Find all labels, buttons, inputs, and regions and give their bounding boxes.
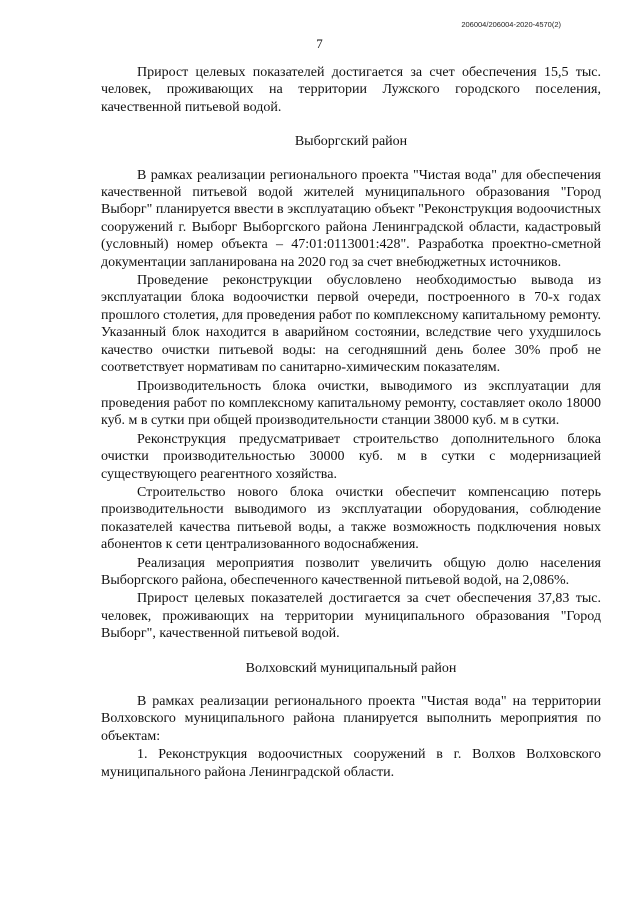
document-body bbox=[101, 64, 601, 781]
section-title-vyborg: Выборгский район bbox=[294, 134, 408, 150]
page-number: 7 bbox=[316, 36, 323, 51]
paragraph-luga-increase: Прирост целевых показателей достигается за счет обеспечения 15,5 тыс. человек, проживающих на территории Лужского городского поселения, качественной питьевой водой. bbox=[101, 65, 601, 115]
paragraph-vyborg-share: Реализация мероприятия позволит увеличить общую долю населения Выборгского района, обеспеченного качественной питьевой водой, на 2,086%. bbox=[101, 555, 601, 588]
paragraph-volkhov-item-1: 1. Реконструкция водоочистных сооружений в г. Волхов Волховского муниципального района Ленинградской области. bbox=[101, 747, 601, 780]
paragraph-vyborg-capacity: Производительность блока очистки, выводимого из эксплуатации для проведения работ по комплексному капитальному ремонту, составляет около 18000 куб. м в сутки при общей производительности станции 38000 куб. м в сутки. bbox=[101, 378, 601, 429]
paragraph-vyborg-reconstruction: Реконструкция предусматривает строительство дополнительного блока очистки производительностью 30000 куб. м в сутки с модернизацией существующего реагентного хозяйства. bbox=[101, 431, 601, 482]
document-code: 206004/206004-2020-4570(2) bbox=[461, 20, 561, 29]
paragraph-vyborg-increase: Прирост целевых показателей достигается за счет обеспечения 37,83 тыс. человек, проживающих на территории муниципального образования "Город Выборг", качественной питьевой водой. bbox=[101, 591, 601, 642]
paragraph-vyborg-new-block: Строительство нового блока очистки обеспечит компенсацию потерь производительности выводимого из эксплуатации оборудования, соблюдение показателей качества питьевой воды, а также возможность подключения новых абонентов к сети централизованного водоснабжения. bbox=[101, 484, 601, 553]
paragraph-volkhov-intro: В рамках реализации регионального проекта "Чистая вода" на территории Волховского муниципального района планируется выполнить мероприятия по объектам: bbox=[101, 694, 601, 744]
paragraph-vyborg-reason: Проведение реконструкции обусловлено необходимостью вывода из эксплуатации блока водоочистки первой очереди, построенного в 70-х годах прошлого столетия, для проведения работ по комплексному капитальному ремонту. Указанный блок находится в аварийном состоянии, вследствие чего ухудшилось качество очистки питьевой воды: на сегодняшний день более 30% проб не соответствует нормативам по санитарно-химическим показателям. bbox=[101, 273, 601, 376]
paragraph-vyborg-intro: В рамках реализации регионального проекта "Чистая вода" для обеспечения качественной питьевой водой жителей муниципального образования "Город Выборг" планируется ввести в эксплуатацию объект "Реконструкция водоочистных сооружений г. Выборг Выборгского района Ленинградской области, кадастровый (условный) номер объекта – 47:01:0113001:428". Разработка проектно-сметной документации запланирована на 2020 год за счет внебюджетных источников. bbox=[101, 167, 601, 270]
section-title-volkhov: Волховский муниципальный район bbox=[245, 660, 457, 676]
